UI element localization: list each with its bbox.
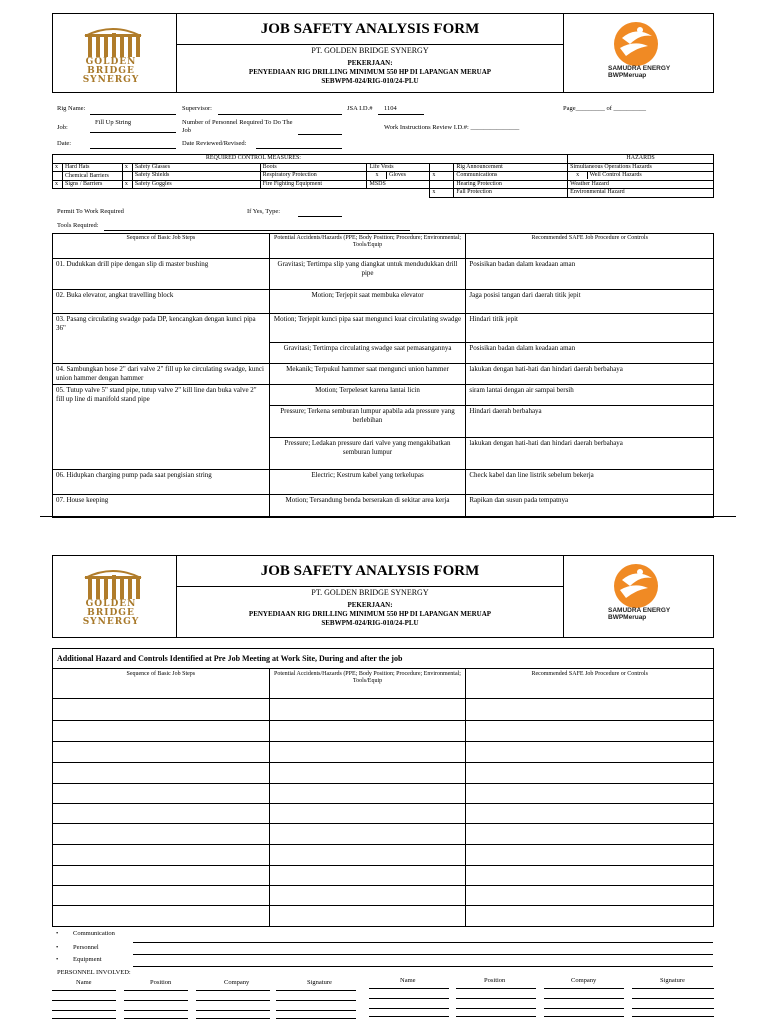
hazard-cell[interactable]: Pressure; Ledakan pressure dari valve yang mengakibatkan semburan lumpur	[269, 438, 466, 470]
control-cell[interactable]	[466, 824, 714, 845]
date-input[interactable]	[90, 148, 176, 149]
control-cell[interactable]: Posisikan badan dalam keadaan aman	[466, 259, 714, 290]
step-cell[interactable]: 07. House keeping	[53, 495, 270, 518]
table-row	[53, 742, 714, 763]
pekerjaan-label: PEKERJAAN:	[347, 601, 393, 609]
control-cell[interactable]	[466, 804, 714, 824]
control-label: Life Vests	[367, 163, 430, 172]
col-header-steps: Sequence of Basic Job Steps	[53, 234, 270, 259]
hazard-label: Weather Hazard	[568, 180, 714, 189]
control-cell[interactable]: Hindari titik jepit	[466, 314, 714, 343]
job-underline	[90, 132, 176, 133]
control-cell[interactable]	[466, 699, 714, 721]
table-row	[53, 364, 714, 385]
contract-number: SEBWPM-024/RIG-010/24-PLU	[321, 77, 419, 85]
step-cell[interactable]	[53, 824, 270, 845]
control-measures-header: REQUIRED CONTROL MEASURES:	[53, 155, 454, 164]
pekerjaan-label: PEKERJAAN:	[347, 59, 393, 67]
jsa-table	[52, 233, 714, 518]
logo-word: GOLDEN	[85, 57, 137, 67]
hazard-cell[interactable]	[269, 763, 466, 784]
hazard-cell[interactable]: Mekanik; Terpukul hammer saat mengunci union hammer	[269, 364, 466, 385]
golden-bridge-logo	[53, 14, 177, 92]
additional-hazards-table	[52, 648, 714, 927]
control-label: Hearing Protection	[454, 180, 568, 189]
golden-bridge-logo	[53, 556, 177, 637]
hazard-cell[interactable]: Motion; Terjepit saat membuka elevator	[269, 290, 466, 314]
logo-word: SAMUDRA ENERGY	[608, 65, 671, 72]
table-row	[53, 495, 714, 518]
hazard-cell[interactable]: Motion; Terjepit kunci pipa saat mengunci kuat circulating swadge	[269, 314, 466, 343]
checkbox[interactable]: x	[53, 180, 63, 189]
col-header-steps: Sequence of Basic Job Steps	[53, 669, 270, 699]
bullet-personnel: Personnel	[73, 944, 99, 951]
table-row	[53, 845, 714, 866]
control-cell[interactable]	[466, 866, 714, 886]
control-label: MSDS	[367, 180, 430, 189]
hazard-cell[interactable]	[269, 742, 466, 763]
step-cell[interactable]	[53, 784, 270, 804]
page-number: Page_________ of __________	[563, 105, 647, 112]
col-position-1: Position	[150, 979, 172, 986]
form-title: JOB SAFETY ANALYSIS FORM	[177, 556, 563, 587]
control-cell[interactable]: lakukan dengan hati-hati dan hindari daerah berbahaya	[466, 364, 714, 385]
hazard-cell[interactable]: Motion; Tersandung benda berserakan di sekitar area kerja	[269, 495, 466, 518]
checkbox[interactable]: x	[430, 172, 454, 181]
control-row	[53, 163, 714, 172]
checkbox[interactable]	[430, 180, 454, 189]
hazard-cell[interactable]	[269, 845, 466, 866]
jsa-id-underline	[378, 114, 424, 115]
rig-name-input[interactable]	[90, 114, 176, 115]
step-cell[interactable]	[53, 742, 270, 763]
if-yes-label: If Yes, Type:	[247, 208, 281, 215]
table-row	[53, 906, 714, 927]
hazards-header: HAZARDS	[568, 155, 714, 164]
page1-header	[52, 13, 714, 93]
form-title: JOB SAFETY ANALYSIS FORM	[177, 14, 563, 45]
control-label: Rig Announcement	[454, 163, 568, 172]
personnel-count-label: Number of Personnel Required To Do The Job	[182, 119, 293, 134]
personnel-line[interactable]	[133, 954, 713, 955]
control-cell[interactable]	[466, 784, 714, 804]
date-reviewed-input[interactable]	[256, 148, 342, 149]
hazard-cell[interactable]	[269, 906, 466, 927]
control-cell[interactable]	[466, 906, 714, 927]
step-cell[interactable]	[53, 866, 270, 886]
hazard-cell[interactable]	[269, 804, 466, 824]
hazard-label: Simultaneous Operations Hazards	[568, 163, 714, 172]
company-name: PT. GOLDEN BRIDGE SYNERGY	[311, 46, 429, 55]
control-row	[53, 180, 714, 189]
bullet-dot: •	[56, 944, 59, 951]
checkbox[interactable]: x	[122, 180, 132, 189]
col-position-2: Position	[484, 977, 506, 984]
personnel-count-input[interactable]	[298, 134, 342, 135]
col-header-hazards: Potential Accidents/Hazards (PPE; Body Position; Procedure; Environmental; Tools/Equip	[269, 234, 466, 259]
logo-word: SYNERGY	[82, 75, 140, 85]
step-cell[interactable]	[53, 886, 270, 906]
page-divider	[40, 516, 736, 517]
table-row	[53, 886, 714, 906]
hazard-cell[interactable]: Pressure; Terkena semburan lumpur apabila ada pressure yang berlebihan	[269, 406, 466, 438]
bullet-equipment: Equipment	[73, 956, 102, 963]
control-cell[interactable]	[466, 763, 714, 784]
control-row	[53, 189, 714, 198]
bullet-dot: •	[56, 956, 59, 963]
control-cell[interactable]: Rapikan dan susun pada tempatnya	[466, 495, 714, 518]
hazard-cell[interactable]	[269, 721, 466, 742]
step-cell[interactable]: 04. Sambungkan hose 2" dari valve 2" fill up ke circulating swadge, kunci union hammer dengan hammer	[53, 364, 270, 385]
job-value[interactable]: Fill Up String	[95, 119, 132, 126]
control-cell[interactable]: siram lantai dengan air sampai bersih	[466, 385, 714, 406]
col-signature-1: Signature	[307, 979, 332, 986]
checkbox[interactable]: x	[430, 189, 454, 198]
hazard-cell[interactable]: Electric; Kestrum kabel yang terkelupas	[269, 470, 466, 495]
hazard-cell[interactable]	[269, 824, 466, 845]
control-label: Respiratory Protection	[260, 172, 367, 181]
step-cell[interactable]	[53, 721, 270, 742]
col-header-controls: Recommended SAFE Job Procedure or Controls	[466, 234, 714, 259]
contract-number: SEBWPM-024/RIG-010/24-PLU	[321, 619, 419, 627]
step-cell[interactable]: 02. Buka elevator, angkat travelling block	[53, 290, 270, 314]
control-label: Safety Goggles	[132, 180, 260, 189]
control-label: Safety Glasses	[132, 163, 260, 172]
personnel-involved-label: PERSONNEL INVOLVED:	[57, 969, 131, 976]
jsa-id-value[interactable]: 1104	[384, 105, 397, 112]
control-label: Chemical Barriers	[62, 172, 122, 181]
table-row	[53, 470, 714, 495]
supervisor-label: Supervisor:	[182, 105, 212, 112]
company-name: PT. GOLDEN BRIDGE SYNERGY	[311, 588, 429, 597]
checkbox[interactable]	[430, 163, 454, 172]
col-header-controls: Recommended SAFE Job Procedure or Controls	[466, 669, 714, 699]
jsa-id-label: JSA I.D.#	[347, 105, 373, 112]
date-label: Date:	[57, 140, 72, 147]
hazard-cell[interactable]	[269, 866, 466, 886]
control-label: Fall Protection	[454, 189, 568, 198]
step-cell[interactable]: 01. Dudukkan drill pipe dengan slip di master bushing	[53, 259, 270, 290]
rig-name-label: Rig Name:	[57, 105, 86, 112]
logo-word: SAMUDRA ENERGY	[608, 607, 671, 614]
logo-word: BWPMeruap	[608, 71, 647, 79]
control-label: Gloves	[388, 172, 406, 179]
step-cell[interactable]: 03. Pasang circulating swadge pada DP, kencangkan dengan kunci pipa 36"	[53, 314, 270, 364]
control-label: Communications	[456, 172, 498, 179]
table-row	[53, 804, 714, 824]
table-row	[53, 290, 714, 314]
supervisor-input[interactable]	[218, 114, 342, 115]
control-label: Fire Fighting Equipment	[260, 180, 367, 189]
step-cell[interactable]: 05. Tutup valve 5" stand pipe, tutup valve 2" kill line dan buka valve 2" fill up line di manifold stand pipe	[53, 385, 270, 470]
hazard-label: Well Control Hazards	[589, 172, 642, 179]
date-reviewed-label: Date Reviewed/Revised:	[182, 140, 247, 147]
control-cell[interactable]	[466, 721, 714, 742]
tools-input[interactable]	[104, 230, 410, 231]
control-label: Boots	[260, 163, 367, 172]
hazard-cell[interactable]	[269, 699, 466, 721]
control-cell[interactable]: lakukan dengan hati-hati dan hindari daerah berbahaya	[466, 438, 714, 470]
table-row	[53, 784, 714, 804]
work-instructions-label: Work Instructions Review I.D.#: _______________	[384, 124, 520, 131]
permit-label: Permit To Work Required	[57, 208, 124, 215]
control-cell[interactable]	[466, 742, 714, 763]
hazard-cell[interactable]	[269, 784, 466, 804]
control-cell[interactable]: Posisikan badan dalam keadaan aman	[466, 343, 714, 364]
step-cell[interactable]	[53, 845, 270, 866]
control-label: Safety Shields	[132, 172, 260, 181]
hazard-label: Environmental Hazard	[568, 189, 714, 198]
hazard-cell[interactable]: Motion; Terpeleset karena lantai licin	[269, 385, 466, 406]
checkbox[interactable]: x	[53, 163, 63, 172]
additional-title: Additional Hazard and Controls Identified at Pre Job Meeting at Work Site, During and after the job	[53, 649, 714, 669]
table-row	[53, 385, 714, 406]
col-name-1: Name	[76, 979, 92, 986]
step-cell[interactable]	[53, 906, 270, 927]
table-row	[53, 314, 714, 343]
checkbox[interactable]	[122, 172, 132, 181]
page2-header	[52, 555, 714, 638]
table-row	[53, 699, 714, 721]
equipment-line[interactable]	[133, 966, 713, 967]
samudra-energy-logo	[563, 14, 713, 92]
control-cell[interactable]: Jaga posisi tangan dari daerah titik jepit	[466, 290, 714, 314]
col-signature-2: Signature	[660, 977, 685, 984]
step-cell[interactable]: 06. Hidupkan charging pump pada saat pengisian string	[53, 470, 270, 495]
hazard-cell[interactable]	[269, 886, 466, 906]
logo-word: BWPMeruap	[608, 613, 647, 621]
control-cell[interactable]	[466, 886, 714, 906]
bullet-dot: •	[56, 930, 59, 937]
logo-word: SYNERGY	[82, 617, 140, 627]
checkbox[interactable]: x	[568, 172, 588, 179]
control-cell[interactable]: Check kabel dan line listrik sebelum bekerja	[466, 470, 714, 495]
control-label: Signs / Barriers	[62, 180, 122, 189]
logo-word: BRIDGE	[87, 608, 135, 618]
checkbox[interactable]: x	[122, 163, 132, 172]
checkbox[interactable]	[53, 172, 63, 181]
control-cell[interactable]: Hindari daerah berbahaya	[466, 406, 714, 438]
pekerjaan-text: PENYEDIAAN RIG DRILLING MINIMUM 550 HP DI LAPANGAN MERUAP	[248, 68, 492, 76]
col-header-hazards: Potential Accidents/Hazards (PPE; Body Position; Procedure; Environmental; Tools/Equip	[269, 669, 466, 699]
control-label: Hard Hats	[62, 163, 122, 172]
table-row	[53, 824, 714, 845]
control-measures-table	[52, 154, 714, 198]
col-name-2: Name	[400, 977, 416, 984]
hazard-cell[interactable]: Gravitasi; Tertimpa slip yang diangkat untuk mendudukkan drill pipe	[269, 259, 466, 290]
control-row	[53, 172, 714, 181]
table-row	[53, 866, 714, 886]
col-company-2: Company	[571, 977, 597, 984]
bullet-communication: Communication	[73, 930, 115, 937]
job-label: Job:	[57, 124, 68, 131]
logo-word: BRIDGE	[87, 66, 135, 76]
table-row	[53, 721, 714, 742]
communication-line[interactable]	[133, 942, 713, 943]
table-row	[53, 763, 714, 784]
step-cell[interactable]	[53, 804, 270, 824]
permit-type-input[interactable]	[298, 216, 342, 217]
col-company-1: Company	[224, 979, 250, 986]
control-cell[interactable]	[466, 845, 714, 866]
checkbox[interactable]: x	[367, 172, 387, 179]
tools-label: Tools Required:	[57, 222, 99, 229]
logo-word: GOLDEN	[85, 599, 137, 609]
hazard-cell[interactable]: Gravitasi; Tertimpa circulating swadge saat pemasangannya	[269, 343, 466, 364]
table-row	[53, 259, 714, 290]
samudra-energy-logo	[563, 556, 713, 637]
step-cell[interactable]	[53, 763, 270, 784]
pekerjaan-text: PENYEDIAAN RIG DRILLING MINIMUM 550 HP DI LAPANGAN MERUAP	[248, 610, 492, 618]
step-cell[interactable]	[53, 699, 270, 721]
